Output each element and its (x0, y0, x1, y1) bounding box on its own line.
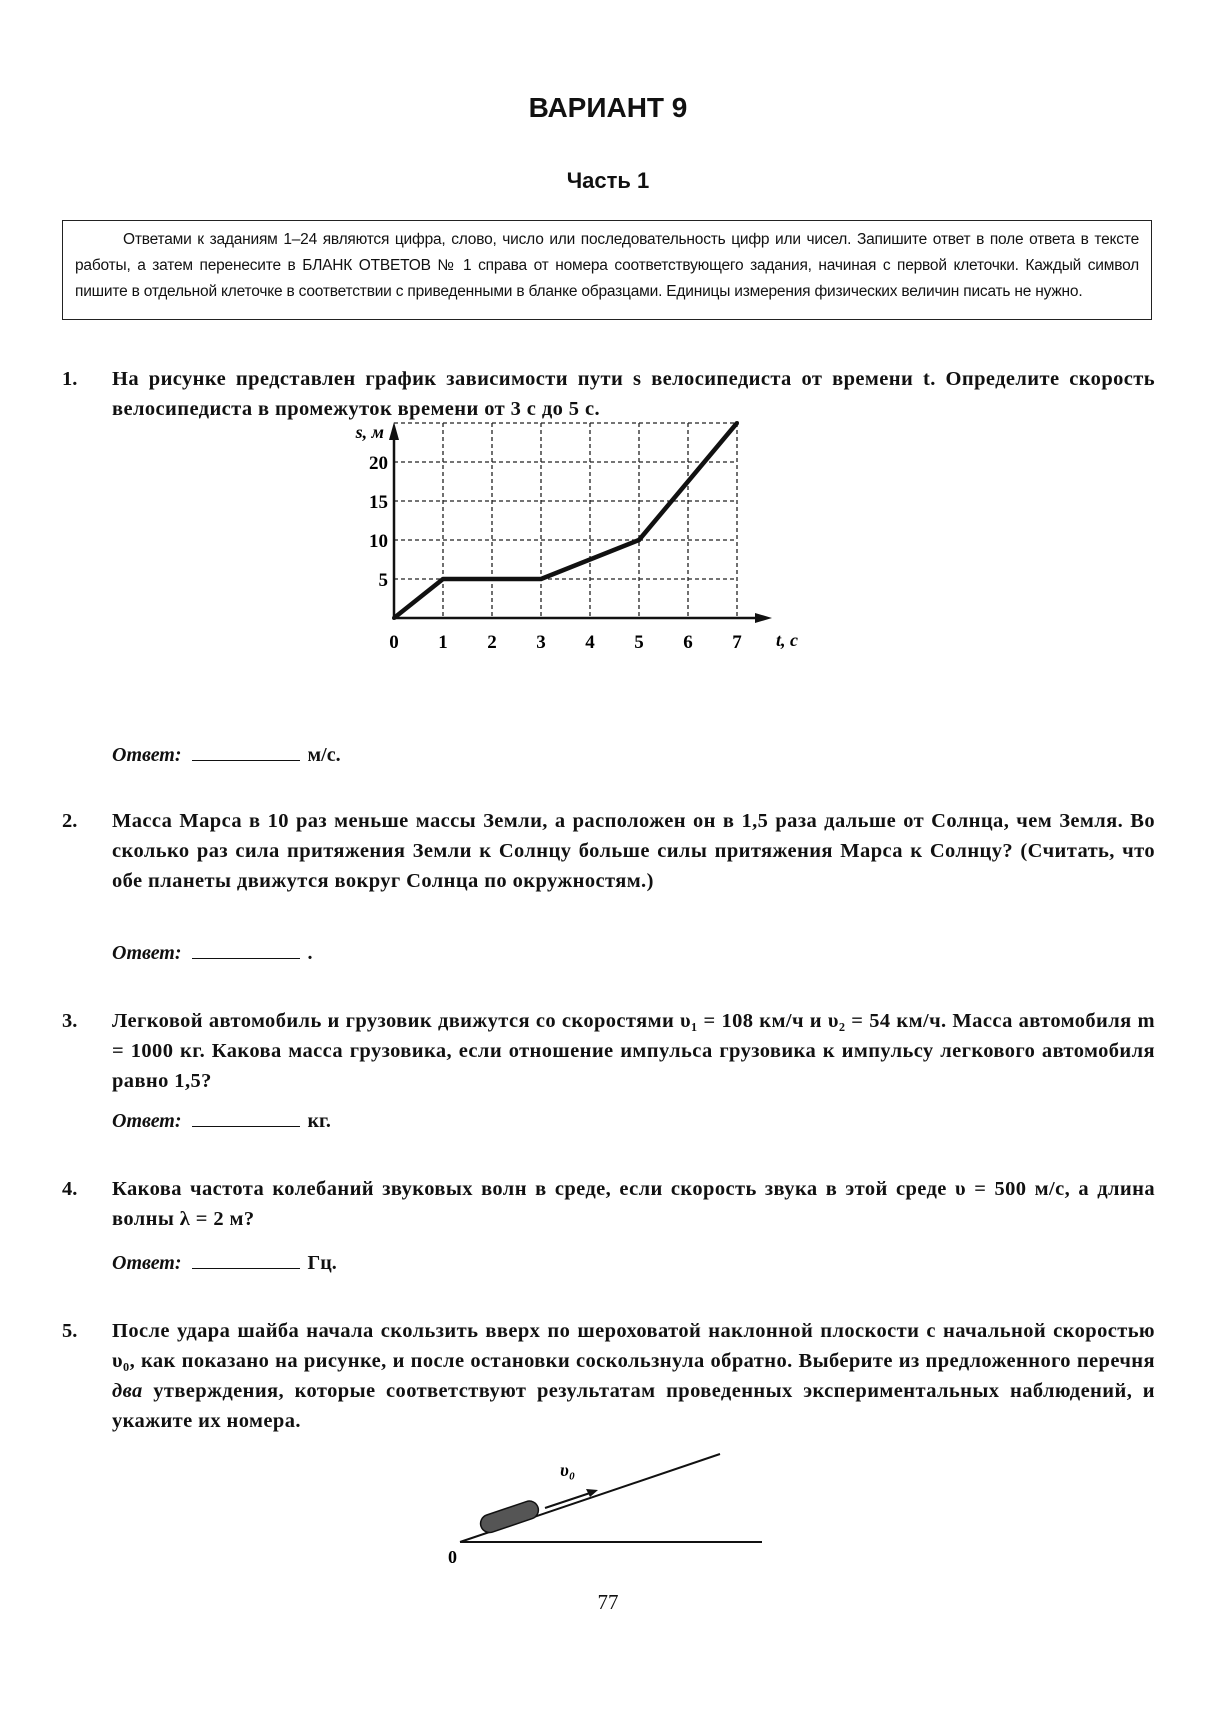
data-point (637, 538, 641, 542)
x-tick-label: 4 (585, 632, 595, 653)
question-number: 3. (62, 1010, 78, 1032)
answer-3 (112, 1108, 331, 1133)
x-tick-label: 7 (732, 632, 742, 653)
text-part: утверждения, которые соответствуют результатам проведенных экспериментальных наблюдений, и укажите их номера. (112, 1380, 1155, 1432)
answer-unit: кг. (307, 1110, 331, 1132)
x-tick-label: 1 (438, 632, 448, 653)
y-axis-arrow-icon (389, 422, 399, 440)
data-point (392, 616, 396, 620)
question-text: На рисунке представлен график зависимости пути s велосипедиста от времени t. Определите скорость велосипедиста в промежуток времени от 3 с до 5 с. (112, 368, 1155, 420)
y-tick-label: 15 (369, 492, 388, 513)
question-number: 2. (62, 810, 78, 832)
part-title: Часть 1 (566, 168, 650, 193)
y-tick-label: 20 (369, 453, 388, 474)
data-point (441, 577, 445, 581)
answer-field[interactable] (192, 1108, 300, 1127)
y-tick-label: 10 (369, 531, 388, 552)
answer-unit: м/с. (307, 744, 341, 766)
x-tick-label: 0 (389, 632, 399, 653)
instructions-text: Ответами к заданиям 1–24 являются цифра, слово, число или последовательность цифр или чисел. Запишите ответ в поле ответа в тексте работы, а затем перенесите в БЛАНК ОТВЕТОВ № 1 справа от номера соответствующего задания, начиная с первой клеточки. Каждый символ пишите в отдельной клеточке в соответствии с приведенными в бланке образцами. Единицы измерения физических величин писать не нужно. (75, 231, 1139, 300)
answer-2 (112, 940, 313, 965)
data-line (394, 423, 737, 618)
question-text: Масса Марса в 10 раз меньше массы Земли, а расположен он в 1,5 раза дальше от Солнца, чем Земля. Во сколько раз сила притяжения Земли к Солнцу больше силы притяжения Марса к Солнцу? (Считать, что обе планеты движутся вокруг Солнца по окружностям.) (112, 810, 1155, 892)
page-number: 77 (597, 1590, 619, 1614)
x-axis-arrow-icon (755, 613, 772, 623)
x-tick-label: 6 (683, 632, 693, 653)
variant-title: ВАРИАНТ 9 (528, 92, 688, 123)
x-tick-label: 5 (634, 632, 644, 653)
question-3 (62, 1006, 1155, 1096)
answer-label: Ответ: (112, 1110, 182, 1132)
question-text: Легковой автомобиль и грузовик движутся со скоростями υ₁ = 108 км/ч и υ₂ = 54 км/ч. Масса автомобиля m = 1000 кг. Какова масса грузовика, если отношение импульса грузовика к импульсу легкового автомобиля равно 1,5? (112, 1010, 1155, 1092)
answer-4 (112, 1250, 337, 1275)
instructions-box (62, 220, 1152, 320)
question-number: 1. (62, 368, 78, 390)
question-text: Какова частота колебаний звуковых волн в среде, если скорость звука в этой среде υ = 500 м/с, а длина волны λ = 2 м? (112, 1178, 1155, 1230)
distance-time-chart (330, 420, 840, 710)
question-4 (62, 1174, 1155, 1234)
x-axis-label: t, с (776, 630, 798, 650)
question-number: 5. (62, 1320, 78, 1342)
answer-label: Ответ: (112, 744, 182, 766)
y-axis-label: s, м (355, 422, 384, 442)
answer-1 (112, 742, 341, 767)
emphasis: два (112, 1380, 143, 1402)
question-number: 4. (62, 1178, 78, 1200)
data-point (539, 577, 543, 581)
question-2 (62, 806, 1155, 896)
answer-unit: . (307, 942, 313, 964)
answer-field[interactable] (192, 940, 300, 959)
data-point (735, 421, 739, 425)
puck (478, 1499, 541, 1535)
answer-unit: Гц. (307, 1252, 337, 1274)
origin-label: 0 (448, 1547, 457, 1567)
text-part: После удара шайба начала скользить вверх по шероховатой наклонной плоскости с начальной скоростью υ₀, как показано на рисунке, и после остановки соскользнула обратно. Выберите из предложенного перечня (112, 1320, 1155, 1372)
question-text (112, 1316, 1155, 1436)
answer-field[interactable] (192, 742, 300, 761)
question-5 (62, 1316, 1155, 1436)
y-tick-label: 5 (378, 570, 388, 591)
answer-field[interactable] (192, 1250, 300, 1269)
answer-label: Ответ: (112, 1252, 182, 1274)
x-tick-label: 2 (487, 632, 497, 653)
x-tick-label: 3 (536, 632, 546, 653)
question-1 (62, 364, 1155, 424)
incline-figure (440, 1446, 770, 1576)
velocity-label: υ₀ (560, 1460, 576, 1480)
answer-label: Ответ: (112, 942, 182, 964)
